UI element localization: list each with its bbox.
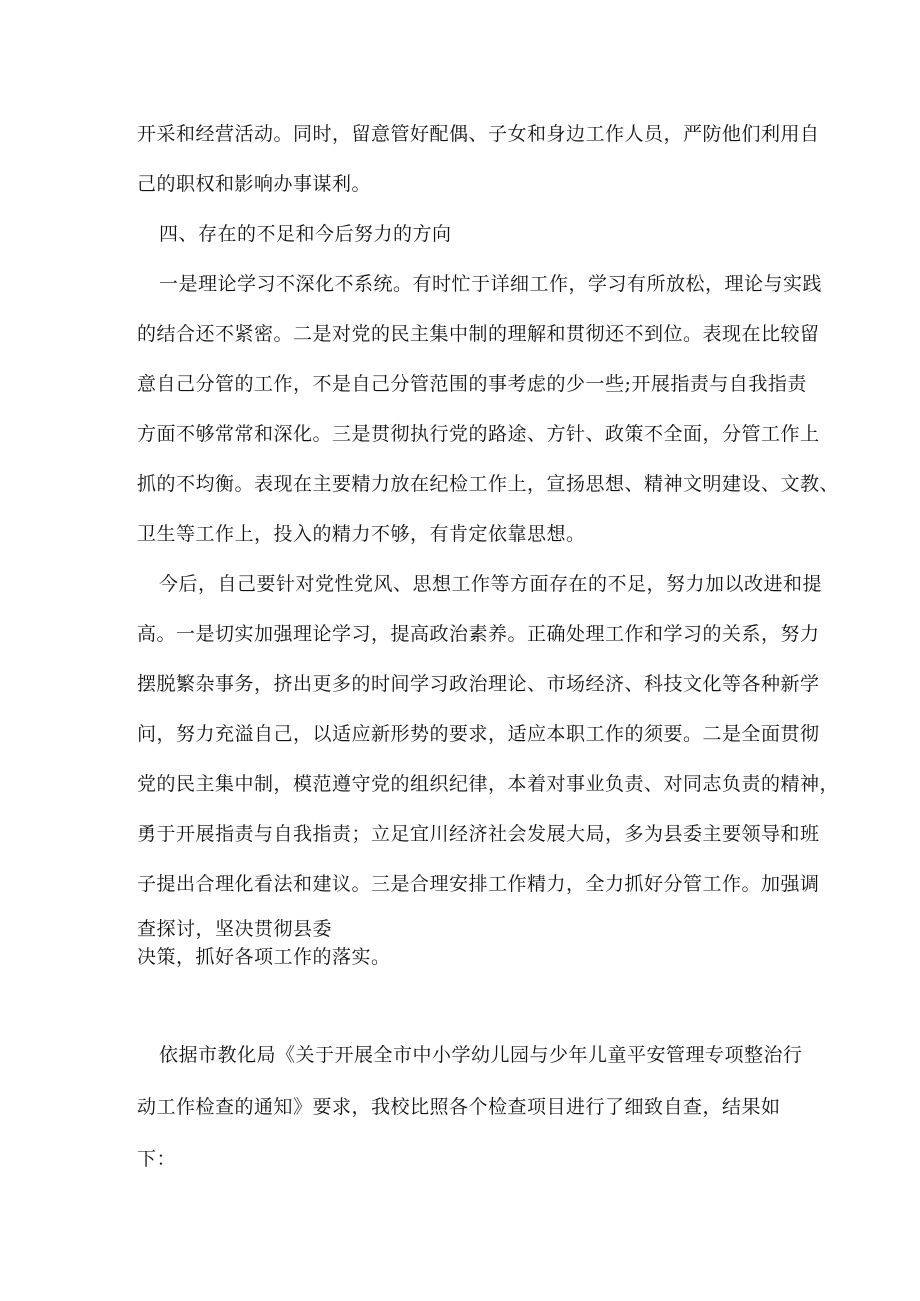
paragraph-line-1: 开采和经营活动。同时，留意管好配偶、子女和身边工作人员，严防他们利用自 — [137, 123, 820, 145]
paragraph-line-4: 的结合还不紧密。二是对党的民主集中制的理解和贯彻还不到位。表现在比较留 — [137, 323, 820, 345]
paragraph-line-20: 下： — [137, 1148, 177, 1170]
paragraph-line-17: 决策，抓好各项工作的落实。 — [137, 946, 391, 968]
paragraph-line-15: 子提出合理化看法和建议。三是合理安排工作精力，全力抓好分管工作。加强调 — [137, 873, 820, 895]
paragraph-line-6: 方面不够常常和深化。三是贯彻执行党的路途、方针、政策不全面，分管工作上 — [137, 423, 820, 445]
paragraph-line-18: 依据市教化局《关于开展全市中小学幼儿园与少年儿童平安管理专项整治行 — [159, 1044, 803, 1066]
paragraph-line-5: 意自己分管的工作，不是自己分管范围的事考虑的少一些;开展指责与自我指责 — [137, 373, 807, 395]
paragraph-line-9: 今后，自己要针对党性党风、思想工作等方面存在的不足，努力加以改进和提 — [159, 573, 823, 595]
paragraph-line-16: 查探讨，坚决贯彻县委 — [137, 918, 333, 940]
paragraph-line-12: 问，努力充溢自己，以适应新形势的要求，适应本职工作的须要。二是全面贯彻 — [137, 723, 820, 745]
paragraph-line-2: 己的职权和影响办事谋利。 — [137, 173, 372, 195]
paragraph-line-8: 卫生等工作上，投入的精力不够，有肯定依靠思想。 — [137, 523, 586, 545]
paragraph-line-3: 一是理论学习不深化不系统。有时忙于详细工作，学习有所放松，理论与实践 — [159, 273, 823, 295]
paragraph-line-14: 勇于开展指责与自我指责；立足宜川经济社会发展大局，多为县委主要领导和班 — [137, 823, 820, 845]
paragraph-line-7: 抓的不均衡。表现在主要精力放在纪检工作上，宣扬思想、精神文明建设、文教、 — [137, 473, 840, 495]
paragraph-line-11: 摆脱繁杂事务，挤出更多的时间学习政治理论、市场经济、科技文化等各种新学 — [137, 673, 820, 695]
paragraph-line-19: 动工作检查的通知》要求，我校比照各个检查项目进行了细致自查，结果如 — [137, 1096, 781, 1118]
paragraph-line-10: 高。一是切实加强理论学习，提高政治素养。正确处理工作和学习的关系，努力 — [137, 623, 820, 645]
paragraph-line-13: 党的民主集中制，模范遵守党的组织纪律，本着对事业负责、对同志负责的精神， — [137, 773, 840, 795]
section-heading: 四、存在的不足和今后努力的方向 — [159, 223, 452, 245]
